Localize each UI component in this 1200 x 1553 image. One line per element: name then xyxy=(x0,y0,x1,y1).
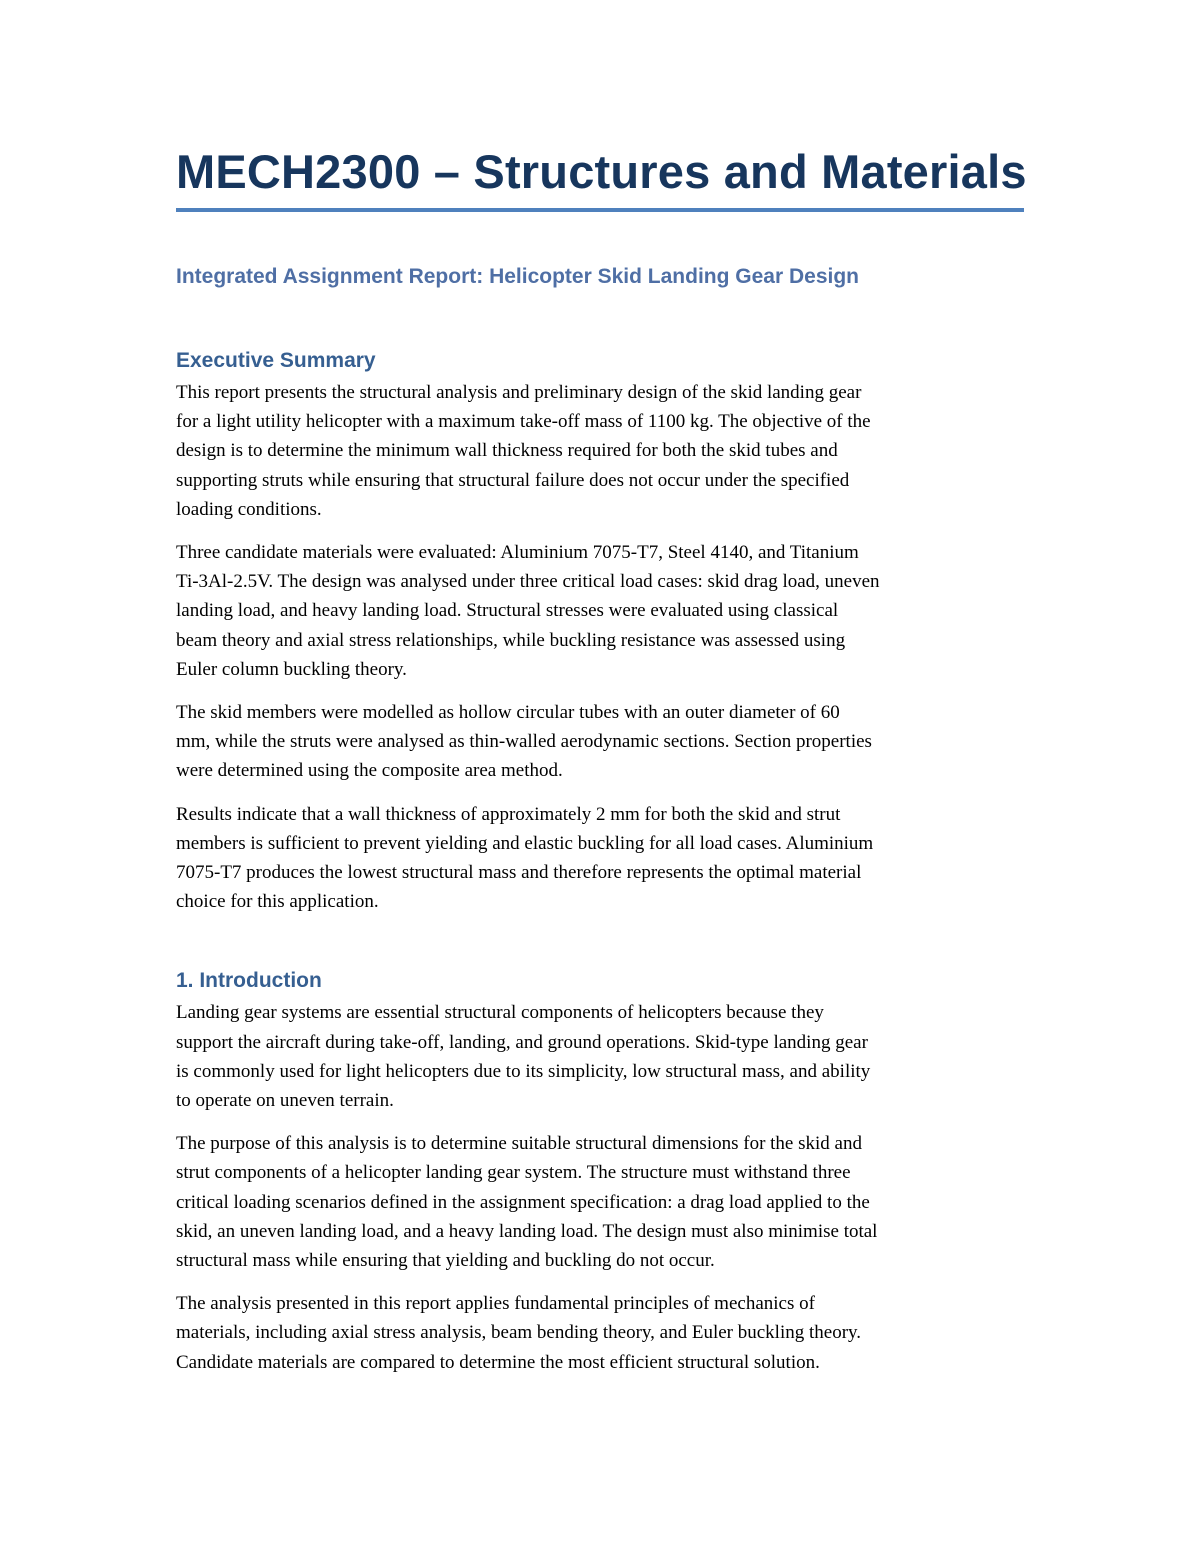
introduction-heading: 1. Introduction xyxy=(176,969,322,993)
title-underline xyxy=(176,208,1024,212)
text-line: for a light utility helicopter with a maximum take-off mass of 1100 kg. The objective of the xyxy=(176,411,871,433)
executive-summary-paragraph-4 xyxy=(176,800,1024,917)
text-line: Candidate materials are compared to determine the most efficient structural solution. xyxy=(176,1351,820,1373)
introduction-paragraph-3 xyxy=(176,1289,1024,1377)
executive-summary-paragraph-3 xyxy=(176,698,1024,786)
introduction-paragraph-2 xyxy=(176,1129,1024,1275)
document-title: MECH2300 – Structures and Materials xyxy=(176,145,1027,198)
text-line: mm, while the struts were analysed as thin-walled aerodynamic sections. Section properties xyxy=(176,731,872,753)
page-content xyxy=(176,140,1027,1377)
text-line: This report presents the structural analysis and preliminary design of the skid landing gear xyxy=(176,382,862,403)
text-line: supporting struts while ensuring that structural failure does not occur under the specified xyxy=(176,469,850,491)
text-line: choice for this application. xyxy=(176,891,379,913)
introduction-paragraph-1 xyxy=(176,998,1024,1115)
text-line: skid, an uneven landing load, and a heavy landing load. The design must also minimise total xyxy=(176,1220,878,1242)
text-line: landing load, and heavy landing load. Structural stresses were evaluated using classical xyxy=(176,600,839,622)
text-line: support the aircraft during take-off, landing, and ground operations. Skid-type landing gear xyxy=(176,1031,868,1053)
text-line: materials, including axial stress analysis, beam bending theory, and Euler buckling theory. xyxy=(176,1322,862,1344)
text-line: to operate on uneven terrain. xyxy=(176,1090,394,1112)
text-line: members is sufficient to prevent yielding and elastic buckling for all load cases. Aluminium xyxy=(176,832,874,854)
text-line: structural mass while ensuring that yielding and buckling do not occur. xyxy=(176,1250,715,1272)
text-line: The analysis presented in this report applies fundamental principles of mechanics of xyxy=(176,1293,815,1315)
text-line: Euler column buckling theory. xyxy=(176,658,407,680)
executive-summary-paragraph-2 xyxy=(176,538,1024,684)
text-line: critical loading scenarios defined in the assignment specification: a drag load applied to the xyxy=(176,1191,870,1213)
executive-summary-heading: Executive Summary xyxy=(176,349,376,372)
text-line: design is to determine the minimum wall thickness required for both the skid tubes and xyxy=(176,440,838,462)
text-line: The skid members were modelled as hollow circular tubes with an outer diameter of 60 xyxy=(176,702,840,724)
text-line: strut components of a helicopter landing gear system. The structure must withstand three xyxy=(176,1162,851,1184)
text-line: Ti-3Al-2.5V. The design was analysed under three critical load cases: skid drag load, uneven xyxy=(176,571,880,593)
text-line: The purpose of this analysis is to determine suitable structural dimensions for the skid and xyxy=(176,1133,862,1155)
text-line: beam theory and axial stress relationships, while buckling resistance was assessed using xyxy=(176,629,846,651)
text-line: is commonly used for light helicopters due to its simplicity, low structural mass, and ability xyxy=(176,1060,871,1082)
text-line: Three candidate materials were evaluated: Aluminium 7075-T7, Steel 4140, and Titanium xyxy=(176,542,859,564)
text-line: 7075-T7 produces the lowest structural mass and therefore represents the optimal material xyxy=(176,862,862,884)
text-line: Landing gear systems are essential structural components of helicopters because they xyxy=(176,1002,824,1024)
document-subtitle: Integrated Assignment Report: Helicopter Skid Landing Gear Design xyxy=(176,265,859,288)
text-line: were determined using the composite area method. xyxy=(176,760,563,782)
text-line: Results indicate that a wall thickness of approximately 2 mm for both the skid and strut xyxy=(176,803,841,825)
text-line: loading conditions. xyxy=(176,498,322,520)
executive-summary-paragraph-1 xyxy=(176,378,1024,524)
